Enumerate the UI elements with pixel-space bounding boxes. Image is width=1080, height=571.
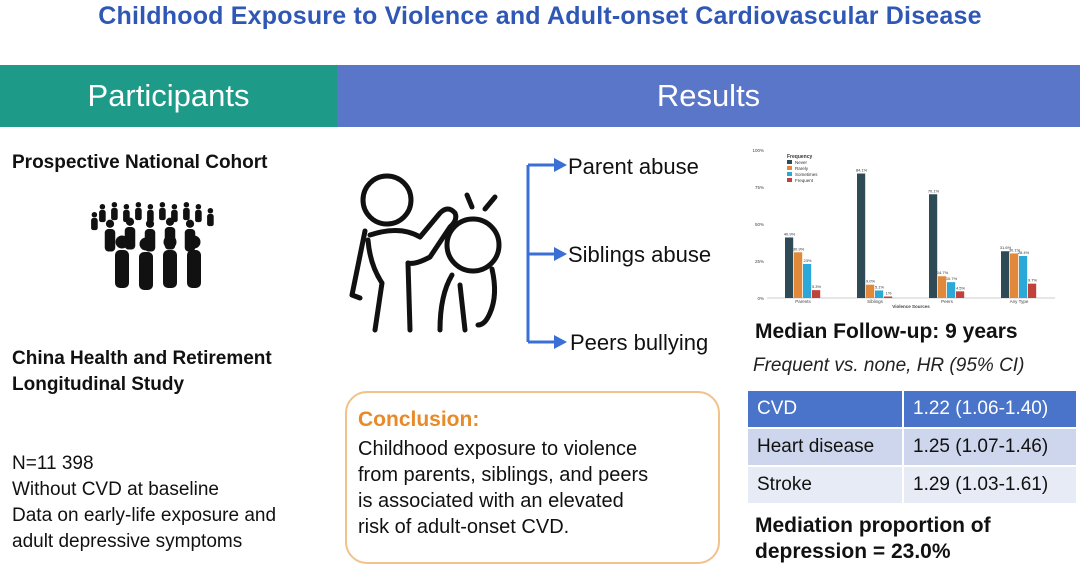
bar-value-label: 84.1%	[855, 167, 868, 173]
hr-cell: 1.25 (1.07-1.46)	[903, 428, 1076, 466]
legend-label-rarely: Rarely	[795, 166, 809, 171]
branch-arrows	[510, 150, 570, 350]
bar-never-siblings	[857, 174, 865, 298]
conclusion-heading: Conclusion:	[358, 408, 480, 431]
conclusion-line: from parents, siblings, and peers	[358, 464, 649, 486]
y-tick-label: 25%	[754, 259, 764, 264]
x-tick-label: Siblings	[867, 299, 883, 304]
x-tick-label: Parents	[795, 299, 811, 304]
legend-label-frequent: Frequent	[795, 178, 814, 183]
bar-value-label: 1%	[885, 290, 892, 296]
results-header-label: Results	[656, 78, 761, 113]
bar-sometimes-any-type	[1019, 256, 1027, 298]
detail-data-line: adult depressive symptoms	[12, 531, 243, 552]
bar-value-label: 70.1%	[927, 188, 940, 194]
legend-title: Frequency	[787, 154, 813, 160]
legend-label-sometimes: Sometimes	[795, 172, 818, 177]
bar-frequent-parents	[812, 290, 820, 298]
study-name-line: China Health and Retirement	[12, 348, 272, 369]
conclusion-line: is associated with an elevated	[358, 490, 624, 512]
bar-sometimes-siblings	[875, 290, 883, 298]
y-tick-label: 100%	[752, 148, 764, 153]
results-header	[337, 65, 1080, 127]
legend-swatch-frequent	[787, 178, 792, 182]
legend-label-never: Never	[795, 160, 808, 165]
bar-value-label: 23%	[803, 257, 812, 263]
bar-frequent-peers	[956, 291, 964, 298]
bar-sometimes-parents	[803, 264, 811, 298]
table-row	[748, 391, 1076, 428]
bar-rarely-siblings	[866, 285, 874, 298]
outcome-cell: CVD	[748, 391, 903, 428]
y-tick-label: 0%	[757, 296, 764, 301]
legend-swatch-rarely	[787, 166, 792, 170]
hr-table	[748, 391, 1076, 503]
bar-rarely-any-type	[1010, 253, 1018, 298]
bar-value-label: 31.6%	[999, 245, 1012, 251]
bar-rarely-parents	[794, 252, 802, 298]
participants-header-label: Participants	[87, 78, 250, 113]
bar-value-label: 40.9%	[783, 231, 796, 237]
hr-cell: 1.22 (1.06-1.40)	[903, 391, 1076, 428]
study-name-line: Longitudinal Study	[12, 374, 185, 395]
source-peers-bullying: Peers bullying	[570, 330, 709, 355]
y-tick-label: 50%	[754, 222, 764, 227]
hr-caption: Frequent vs. none, HR (95% CI)	[753, 355, 1025, 376]
bar-frequent-siblings	[884, 297, 892, 298]
followup-text: Median Follow-up: 9 years	[755, 320, 1018, 343]
legend-swatch-never	[787, 160, 792, 164]
bar-never-any-type	[1001, 251, 1009, 298]
bar-value-label: 28.4%	[1017, 249, 1030, 255]
bar-value-label: 5.1%	[874, 284, 885, 290]
bar-value-label: 9.7%	[1027, 277, 1038, 283]
mediation-line: Mediation proportion of	[755, 514, 991, 537]
mediation-line: depression = 23.0%	[755, 540, 951, 563]
detail-baseline: Without CVD at baseline	[12, 479, 219, 500]
bar-frequent-any-type	[1028, 284, 1036, 298]
frequency-bar-chart	[745, 140, 1065, 310]
page-title: Childhood Exposure to Violence and Adult-onset Cardiovascular Disease	[98, 2, 982, 30]
cohort-type-label: Prospective National Cohort	[12, 152, 268, 173]
y-tick-label: 75%	[754, 185, 764, 190]
bar-never-peers	[929, 194, 937, 298]
participant-details	[12, 451, 276, 555]
x-tick-label: Any Type	[1009, 299, 1029, 304]
conclusion-line: Childhood exposure to violence	[358, 438, 638, 460]
bar-value-label: 5.3%	[811, 284, 822, 290]
study-name	[12, 346, 272, 398]
bar-sometimes-peers	[947, 282, 955, 298]
detail-data-line: Data on early-life exposure and	[12, 505, 277, 526]
bar-value-label: 30.9%	[792, 246, 805, 252]
source-parent-abuse: Parent abuse	[568, 154, 699, 179]
violence-illustration-icon	[340, 165, 515, 345]
hr-cell: 1.29 (1.03-1.61)	[903, 466, 1076, 503]
detail-sample-size: N=11 398	[12, 453, 94, 474]
bar-value-label: 10.7%	[945, 276, 958, 282]
table-row	[748, 428, 1076, 466]
bar-value-label: 30.1%	[1008, 247, 1021, 253]
bar-value-label: 9.0%	[865, 278, 876, 284]
conclusion-text	[358, 436, 718, 540]
crowd-icon	[90, 200, 230, 292]
x-tick-label: Peers	[941, 299, 953, 304]
x-axis-title: Violence Sources	[892, 304, 930, 309]
source-siblings-abuse: Siblings abuse	[568, 242, 712, 267]
bar-value-label: 14.7%	[936, 270, 949, 276]
mediation-text	[755, 513, 991, 565]
outcome-cell: Stroke	[748, 466, 903, 503]
outcome-cell: Heart disease	[748, 428, 903, 466]
conclusion-line: risk of adult-onset CVD.	[358, 516, 570, 538]
legend-swatch-sometimes	[787, 172, 792, 176]
participants-header	[0, 65, 337, 127]
bar-value-label: 4.5%	[955, 285, 966, 291]
table-row	[748, 466, 1076, 503]
